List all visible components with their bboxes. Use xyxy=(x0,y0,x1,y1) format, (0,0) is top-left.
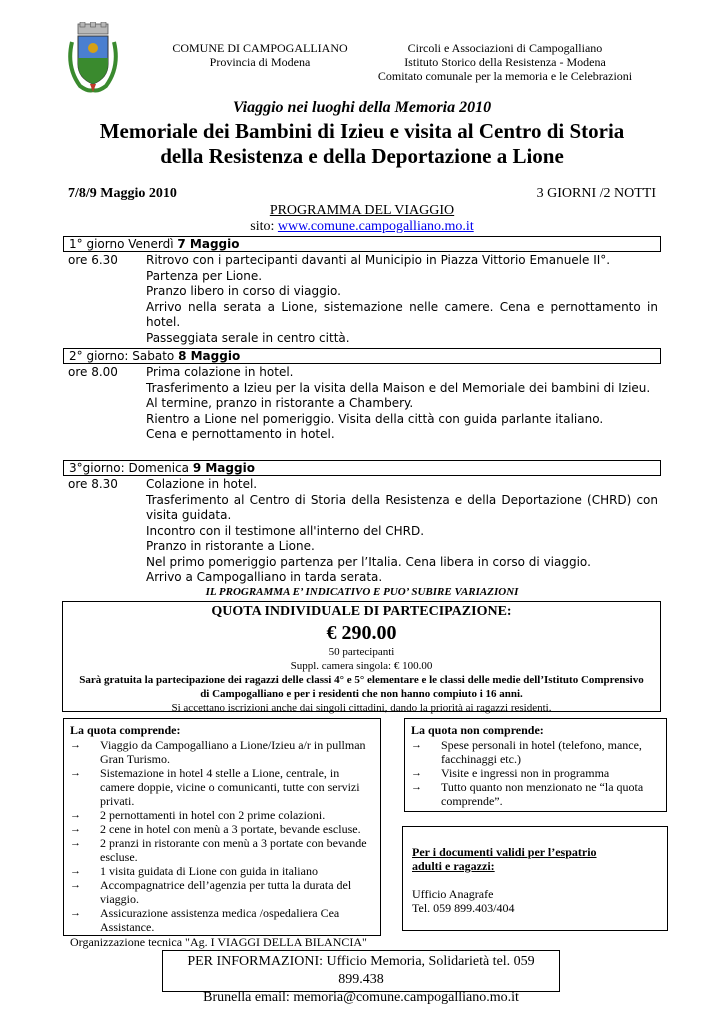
document-subtitle: Viaggio nei luoghi della Memoria 2010 xyxy=(232,99,492,116)
title-line: Memoriale dei Bambini di Izieu e visita al Centro di Storia xyxy=(99,119,625,143)
day-3-header xyxy=(63,460,661,476)
day-date: 9 Maggio xyxy=(192,461,255,475)
arrow-right-icon: → xyxy=(70,907,81,919)
day-label: 1° giorno Venerdì xyxy=(69,237,178,251)
activity-item: Partenza per Lione. xyxy=(146,268,263,283)
documents-phone: Tel. 059 899.403/404 xyxy=(412,901,515,915)
documents-title: Per i documenti validi per l’espatrio xyxy=(412,845,597,859)
list-item: → Spese personali in hotel (telefono, mance, facchinaggi etc.) xyxy=(411,738,642,766)
activity-item: Trasferimento al Centro di Storia della Resistenza e della Deportazione (CHRD) con visita guidata. xyxy=(146,492,658,522)
list-item: → 2 cene in hotel con menù a 3 portate, bevande escluse. xyxy=(70,822,361,836)
activity-item: Ritrovo con i partecipanti davanti al Municipio in Piazza Vittorio Emanuele II°. xyxy=(146,253,611,267)
day-1-activities xyxy=(146,253,658,346)
organizer-line: Circoli e Associazioni di Campogalliano xyxy=(407,41,603,55)
arrow-right-icon: → xyxy=(70,865,81,877)
quota-free-participation: Sarà gratuita la partecipazione dei ragazzi delle classi 4° e 5° elementare e le classi delle medie dell’Istituto Comprensivo di Campogalliano e per i residenti che non hanno compiuto i 16 anni. xyxy=(79,674,644,700)
activity-item: Nel primo pomeriggio partenza per l’Italia. Cena libera in corso di viaggio. xyxy=(146,554,591,569)
arrow-right-icon: → xyxy=(411,767,422,779)
day-3-activities xyxy=(146,477,658,586)
activity-item: Al termine, pranzo in ristorante a Chambery. xyxy=(146,396,414,410)
trip-dates: 7/8/9 Maggio 2010 xyxy=(68,186,177,201)
quota-title: QUOTA INDIVIDUALE DI PARTECIPAZIONE: xyxy=(211,604,512,619)
technical-organizer: Organizzazione tecnica "Ag. I VIAGGI DELLA BILANCIA" xyxy=(70,935,367,949)
list-item: → 2 pranzi in ristorante con menù a 3 portate con bevande escluse. xyxy=(70,836,367,864)
arrow-right-icon: → xyxy=(411,739,422,751)
province-name: Provincia di Modena xyxy=(209,55,311,69)
title-line: della Resistenza e della Deportazione a Lione xyxy=(160,144,564,168)
quota-single-supplement: Suppl. camera singola: € 100.00 xyxy=(290,660,433,672)
list-item: → Assicurazione assistenza medica /ospedaliera Cea Assistance. xyxy=(70,906,340,934)
municipal-crest-icon xyxy=(66,22,120,94)
day-3-time: ore 8.30 xyxy=(68,477,118,491)
arrow-right-icon: → xyxy=(70,837,81,849)
info-box xyxy=(162,950,560,1005)
quota-registration-note: Si accettano iscrizioni anche dai singoli cittadini, dando la priorità ai ragazzi residenti. xyxy=(171,702,552,714)
list-item: → Viaggio da Campogalliano a Lione/Izieu a/r in pullman Gran Turismo. xyxy=(70,738,366,766)
header-right xyxy=(360,41,650,83)
day-2-header xyxy=(63,348,661,364)
activity-item: Colazione in hotel. xyxy=(146,477,258,491)
site-label: sito: xyxy=(250,219,278,234)
activity-item: Incontro con il testimone all'interno del CHRD. xyxy=(146,523,425,538)
arrow-right-icon: → xyxy=(70,767,81,779)
quota-price: € 290.00 xyxy=(326,622,397,644)
activity-item: Prima colazione in hotel. xyxy=(146,365,294,379)
info-line: PER INFORMAZIONI: Ufficio Memoria, Solidarietà tel. 059 899.438 xyxy=(187,954,535,987)
organizer-line: Comitato comunale per la memoria e le Celebrazioni xyxy=(377,69,633,83)
quota-box xyxy=(62,601,661,712)
documents-box xyxy=(402,826,668,931)
day-1-header xyxy=(63,236,661,252)
list-item: → Tutto quanto non menzionato ne “la quota comprende”. xyxy=(411,780,644,808)
list-item: → Accompagnatrice dell’agenzia per tutta la durata del viaggio. xyxy=(70,878,352,906)
list-item: → Visite e ingressi non in programma xyxy=(411,766,610,780)
day-date: 8 Maggio xyxy=(178,349,241,363)
day-label: 3°giorno: Domenica xyxy=(69,461,193,475)
arrow-right-icon: → xyxy=(70,823,81,835)
documents-office: Ufficio Anagrafe xyxy=(412,887,494,901)
activity-item: Trasferimento a Izieu per la visita della Maison e del Memoriale dei bambini di Izieu. xyxy=(146,380,651,395)
document-title xyxy=(60,119,664,169)
activity-item: Rientro a Lione nel pomeriggio. Visita della città con guida parlante italiano. xyxy=(146,411,604,426)
activity-item: Pranzo libero in corso di viaggio. xyxy=(146,284,341,298)
header-left xyxy=(160,41,360,69)
program-note: IL PROGRAMMA E’ INDICATIVO E PUO’ SUBIRE VARIAZIONI xyxy=(205,586,519,598)
includes-title: La quota comprende: xyxy=(70,723,181,737)
list-item: → Sistemazione in hotel 4 stelle a Lione, centrale, in camere doppie, vicine o comunicanti, tutte con servizi privati. xyxy=(70,766,360,808)
program-heading: PROGRAMMA DEL VIAGGIO xyxy=(269,203,455,218)
info-line: Brunella email: memoria@comune.campogalliano.mo.it xyxy=(203,990,519,1005)
excludes-title: La quota non comprende: xyxy=(411,723,544,737)
activity-item: Arrivo nella serata a Lione, sistemazione nelle camere. Cena e pernottamento in hotel. xyxy=(146,299,658,329)
arrow-right-icon: → xyxy=(70,739,81,751)
trip-duration: 3 GIORNI /2 NOTTI xyxy=(536,186,656,201)
site-line xyxy=(0,219,724,235)
site-link[interactable]: www.comune.campogalliano.mo.it xyxy=(277,219,474,234)
day-label: 2° giorno: Sabato xyxy=(69,349,179,363)
day-date: 7 Maggio xyxy=(177,237,240,251)
arrow-right-icon: → xyxy=(70,809,81,821)
municipality-name: COMUNE DI CAMPOGALLIANO xyxy=(172,41,348,55)
activity-item: Passeggiata serale in centro città. xyxy=(146,330,350,345)
organizer-line: Istituto Storico della Resistenza - Modena xyxy=(404,55,606,69)
arrow-right-icon: → xyxy=(70,879,81,891)
arrow-right-icon: → xyxy=(411,781,422,793)
activity-item: Pranzo in ristorante a Lione. xyxy=(146,539,315,553)
excludes-box xyxy=(404,718,667,812)
day-2-time: ore 8.00 xyxy=(68,365,118,379)
activity-item: Arrivo a Campogalliano in tarda serata. xyxy=(146,570,383,584)
day-1-time: ore 6.30 xyxy=(68,253,118,267)
documents-title: adulti e ragazzi: xyxy=(412,859,495,873)
quota-participants: 50 partecipanti xyxy=(328,646,395,658)
list-item: → 2 pernottamenti in hotel con 2 prime colazioni. xyxy=(70,808,326,822)
activity-item: Cena e pernottamento in hotel. xyxy=(146,427,335,441)
list-item: → 1 visita guidata di Lione con guida in italiano xyxy=(70,864,318,878)
day-2-activities xyxy=(146,365,658,443)
includes-box xyxy=(63,718,381,949)
